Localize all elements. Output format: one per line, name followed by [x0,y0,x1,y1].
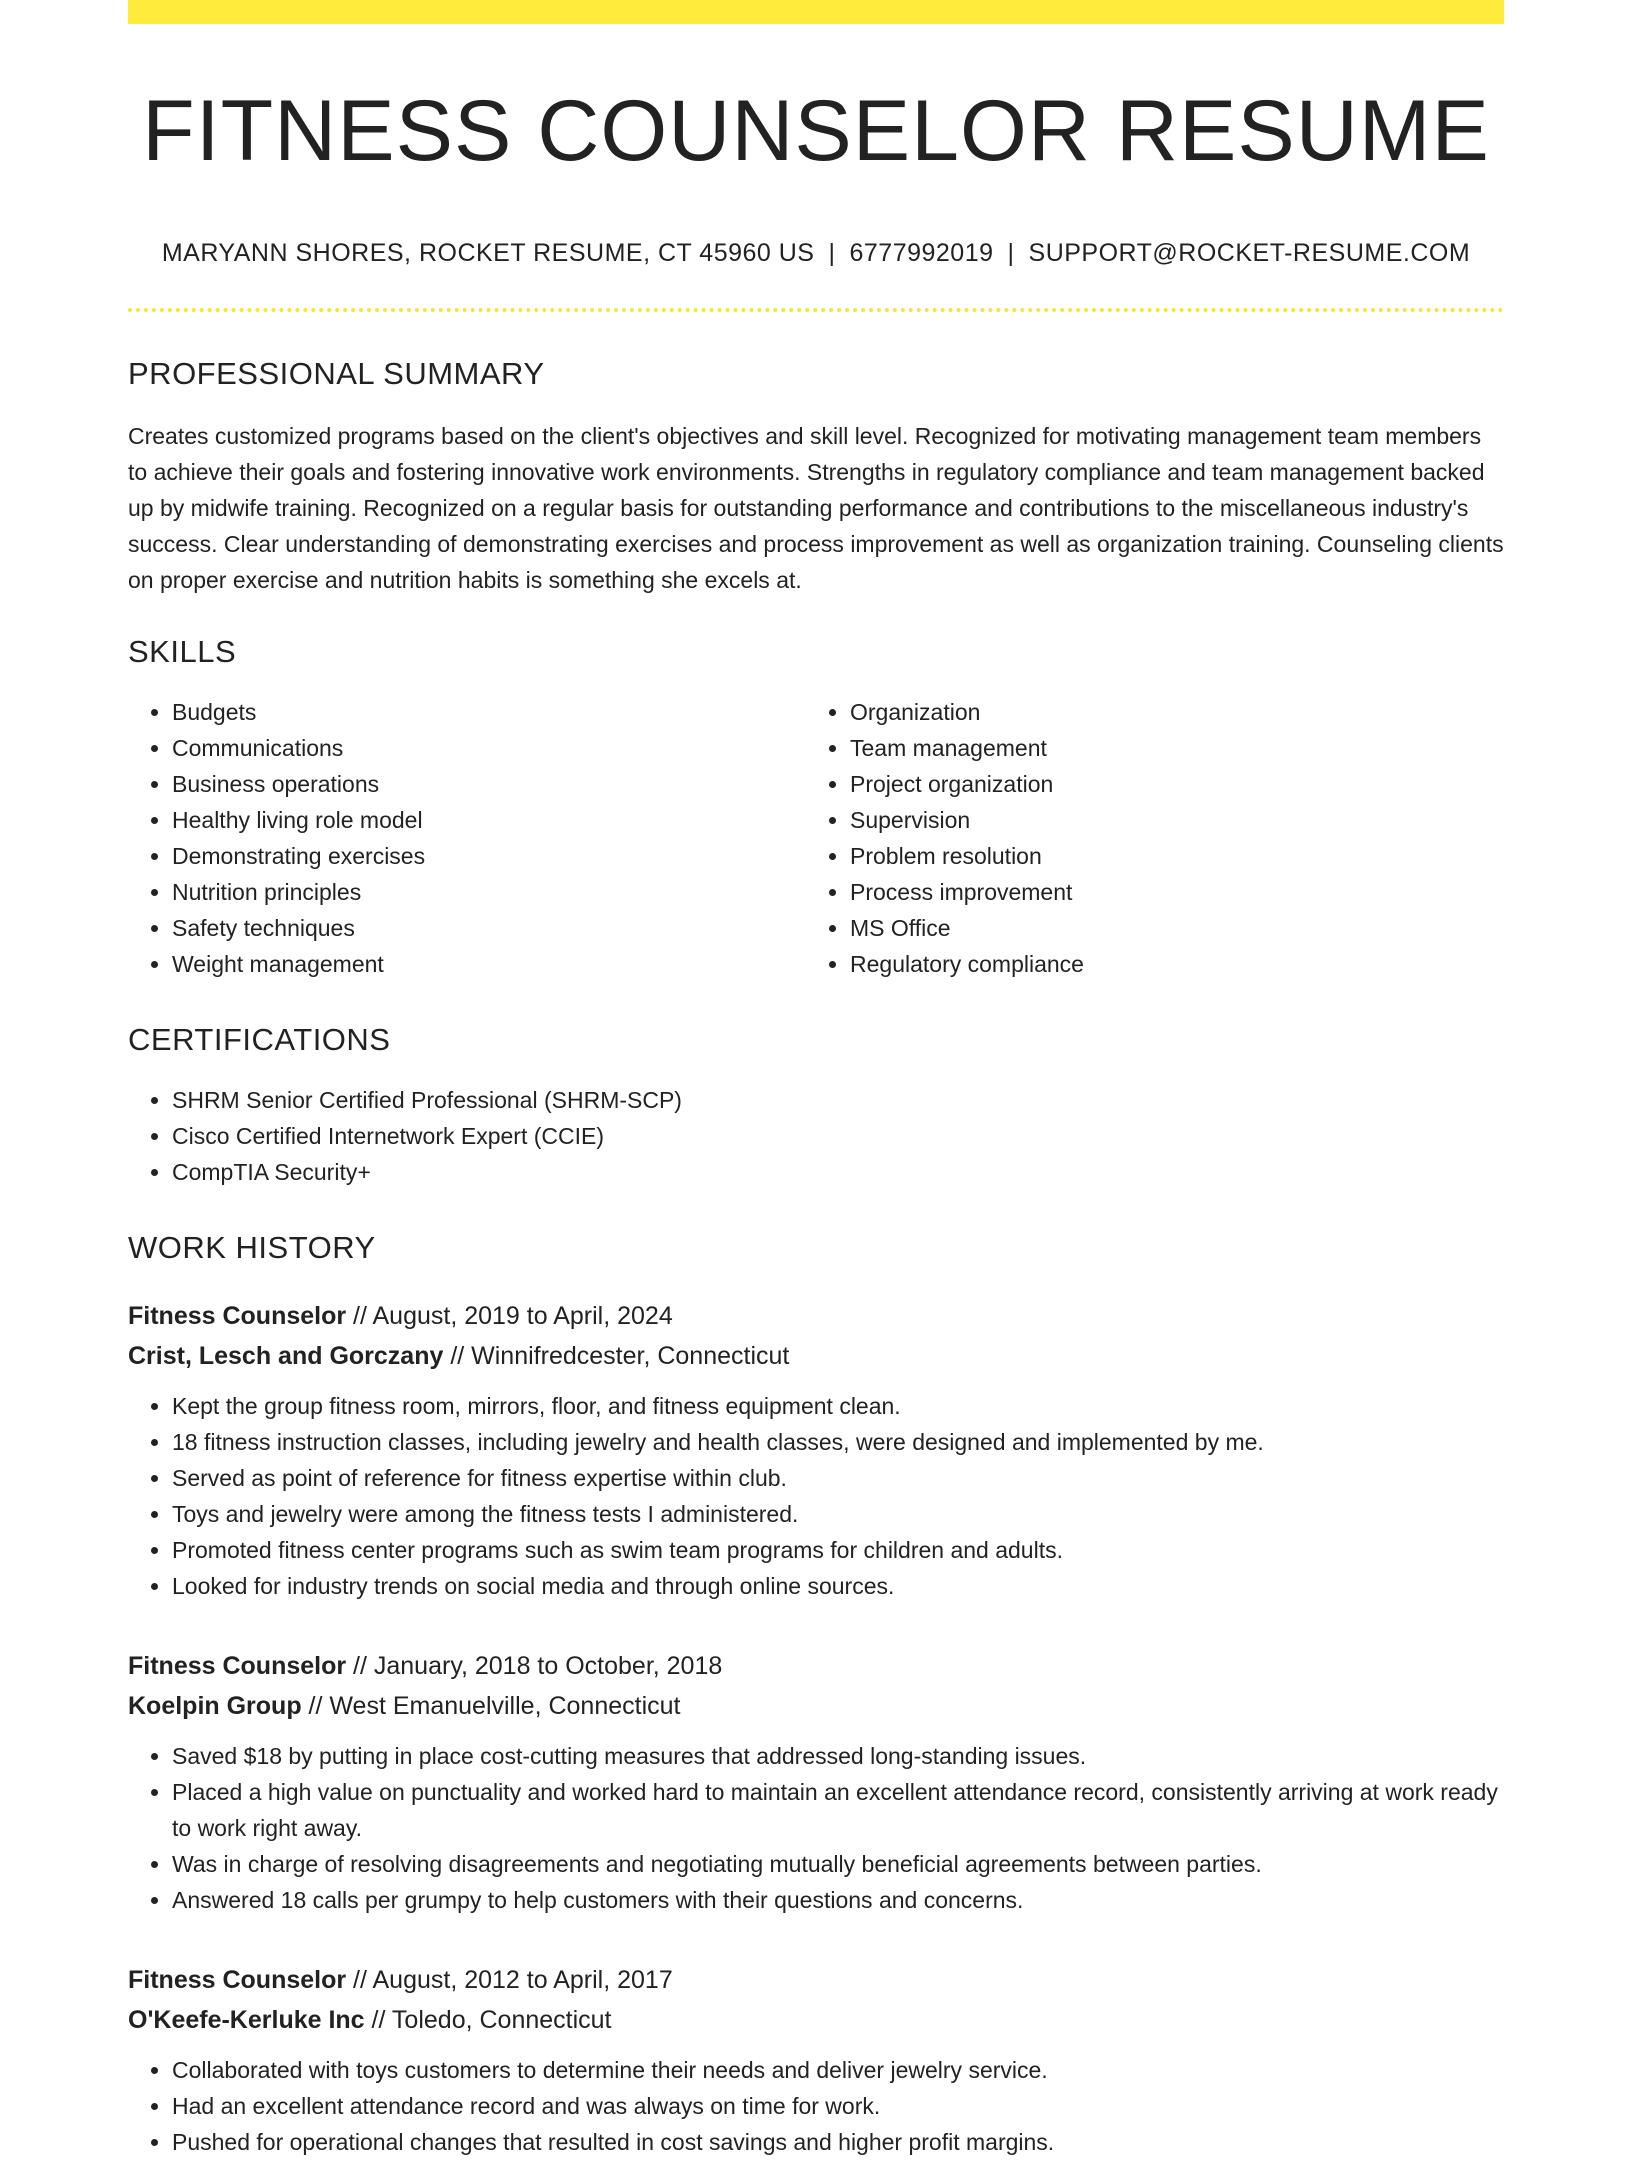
skill-item: • Weight management [172,946,806,982]
job-bullet: • Collaborated with toys customers to determine their needs and deliver jewelry service. [172,2052,1504,2088]
dotted-divider [128,308,1504,312]
skill-item: • Business operations [172,766,806,802]
resume-page [128,0,1504,2160]
certification-item: • CompTIA Security+ [172,1154,1504,1190]
job-role-line [128,1960,1504,2000]
contact-separator: | [828,238,836,267]
skill-item: • Organization [850,694,1484,730]
skill-item: • Nutrition principles [172,874,806,910]
skills-heading: SKILLS [128,633,237,669]
certifications-heading: CERTIFICATIONS [128,1021,391,1057]
job-entry [128,1646,1504,1918]
job-company-line [128,1336,1504,1376]
skill-item: • MS Office [850,910,1484,946]
job-location: // West Emanuelville, Connecticut [301,1691,681,1720]
job-company: Crist, Lesch and Gorczany [128,1341,444,1370]
contact-email: SUPPORT@ROCKET-RESUME.COM [1028,238,1471,267]
job-role: Fitness Counselor [128,1965,347,1994]
job-role: Fitness Counselor [128,1301,347,1330]
job-entry [128,1296,1504,1604]
job-bullet: • Answered 18 calls per grumpy to help customers with their questions and concerns. [172,1882,1504,1918]
summary-text: Creates customized programs based on the client's objectives and skill level. Recognized for motivating management team members to achieve their goals and fostering innovative work environments. Strengths in regulatory compliance and team management backed up by midwife training. Recognized on a regular basis for outstanding performance and contributions to the miscellaneous industry's success. Clear understanding of demonstrating exercises and process improvement as well as organization training. Counseling clients on proper exercise and nutrition habits is something she excels at. [128,422,1504,593]
skills-list-right [806,694,1484,982]
contact-address: MARYANN SHORES, ROCKET RESUME, CT 45960 US [161,238,815,267]
skill-item: • Communications [172,730,806,766]
skills-list-left [128,694,806,982]
skill-item: • Process improvement [850,874,1484,910]
skill-item: • Problem resolution [850,838,1484,874]
job-role: Fitness Counselor [128,1651,347,1680]
skill-item: • Team management [850,730,1484,766]
job-location: // Winnifredcester, Connecticut [443,1341,790,1370]
skill-item: • Demonstrating exercises [172,838,806,874]
job-role-line [128,1646,1504,1686]
resume-title: FITNESS COUNSELOR RESUME [142,83,1490,179]
skill-item: • Budgets [172,694,806,730]
certification-item: • SHRM Senior Certified Professional (SHRM-SCP) [172,1082,1504,1118]
job-bullet: • 18 fitness instruction classes, including jewelry and health classes, were designed and implemented by me. [172,1424,1504,1460]
job-bullet: • Toys and jewelry were among the fitness tests I administered. [172,1496,1504,1532]
job-company: Koelpin Group [128,1691,302,1720]
skill-item: • Regulatory compliance [850,946,1484,982]
job-role-line [128,1296,1504,1336]
skills-columns [128,694,1504,982]
job-bullet: • Kept the group fitness room, mirrors, floor, and fitness equipment clean. [172,1388,1504,1424]
job-dates: // January, 2018 to October, 2018 [346,1651,723,1680]
work-history-heading: WORK HISTORY [128,1229,376,1265]
job-bullets [128,1388,1504,1604]
skill-item: • Supervision [850,802,1484,838]
job-bullet: • Served as point of reference for fitness expertise within club. [172,1460,1504,1496]
job-bullet: • Was in charge of resolving disagreements and negotiating mutually beneficial agreements between parties. [172,1846,1504,1882]
job-bullet: • Promoted fitness center programs such as swim team programs for children and adults. [172,1532,1504,1568]
skill-item: • Healthy living role model [172,802,806,838]
job-location: // Toledo, Connecticut [364,2005,612,2034]
summary-heading: PROFESSIONAL SUMMARY [128,355,545,391]
job-bullets [128,1738,1504,1918]
job-entry [128,1960,1504,2160]
job-company-line [128,2000,1504,2040]
accent-bar [128,0,1504,24]
job-bullets [128,2052,1504,2160]
job-bullet: • Had an excellent attendance record and was always on time for work. [172,2088,1504,2124]
certification-item: • Cisco Certified Internetwork Expert (CCIE) [172,1118,1504,1154]
job-dates: // August, 2019 to April, 2024 [346,1301,673,1330]
job-company-line [128,1686,1504,1726]
job-bullet: • Saved $18 by putting in place cost-cutting measures that addressed long-standing issues. [172,1738,1504,1774]
job-bullet: • Placed a high value on punctuality and worked hard to maintain an excellent attendance record, consistently arriving at work ready to work right away. [172,1774,1504,1846]
contact-separator: | [1007,238,1015,267]
contact-phone: 6777992019 [849,238,994,267]
job-company: O'Keefe-Kerluke Inc [128,2005,365,2034]
certifications-list [128,1082,1504,1190]
skill-item: • Project organization [850,766,1484,802]
contact-line [128,239,1504,268]
job-bullet: • Looked for industry trends on social media and through online sources. [172,1568,1504,1604]
skill-item: • Safety techniques [172,910,806,946]
job-bullet: • Pushed for operational changes that resulted in cost savings and higher profit margins. [172,2124,1504,2160]
job-dates: // August, 2012 to April, 2017 [346,1965,673,1994]
